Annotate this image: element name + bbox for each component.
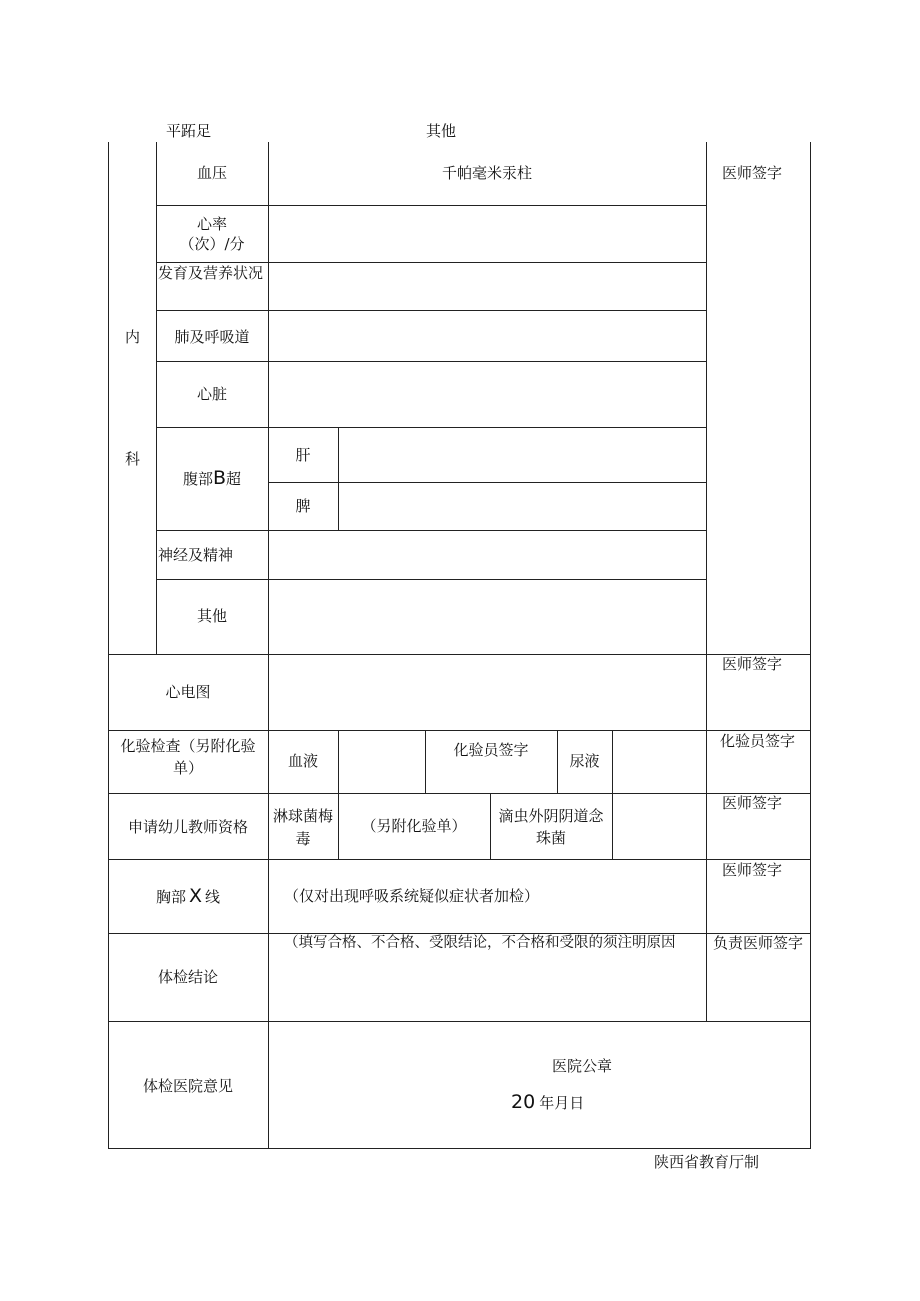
heart-label: 心脏 <box>196 385 227 403</box>
abdomen-label-b: B <box>212 467 227 489</box>
chest-xray-x: X <box>188 885 203 907</box>
blood-pressure-unit: 千帕毫米汞柱 <box>441 164 532 182</box>
doctor-signature-internal: 医师签字 <box>722 164 783 182</box>
internal-medicine-label-1: 内 <box>125 328 141 346</box>
date-suffix: 年月日 <box>539 1094 585 1112</box>
date-year-prefix: 20 <box>511 1091 536 1113</box>
top-other-label: 其他 <box>426 122 457 140</box>
blood-label: 血液 <box>287 752 318 770</box>
grid-line <box>338 730 339 859</box>
abdomen-label <box>156 468 268 489</box>
lab-test-label-1: 化验检查（另附化验 <box>120 737 256 755</box>
chest-xray-signature: 医师签字 <box>722 861 783 879</box>
trich-label-2: 珠菌 <box>535 829 566 847</box>
gonorrhea-label-2: 毒 <box>295 830 311 848</box>
grid-line <box>108 859 810 860</box>
chest-xray-label <box>108 886 268 907</box>
grid-line <box>612 730 613 859</box>
grid-line <box>706 142 707 1022</box>
chest-xray-note: （仅对出现呼吸系统疑似症状者加检） <box>284 887 540 905</box>
abdomen-label-prefix: 腹部 <box>182 470 213 488</box>
heart-rate-label: 心率 <box>196 215 227 233</box>
footer-issuer: 陕西省教育厅制 <box>654 1153 760 1171</box>
gonorrhea-label-1: 淋球菌梅 <box>272 807 333 825</box>
conclusion-note: （填写合格、不合格、受限结论，不合格和受限的须注明原因 <box>284 935 676 951</box>
grid-line <box>156 579 706 580</box>
grid-line <box>156 205 706 206</box>
conclusion-label: 体检结论 <box>157 968 218 986</box>
grid-line <box>156 310 706 311</box>
grid-line <box>108 142 109 1149</box>
kindergarten-signature: 医师签字 <box>722 794 783 812</box>
chest-xray-suffix: 线 <box>205 888 221 906</box>
grid-line <box>268 482 706 483</box>
ecg-label: 心电图 <box>165 683 211 701</box>
internal-other-label: 其他 <box>196 607 227 625</box>
kindergarten-label: 申请幼儿教师资格 <box>127 818 248 836</box>
flat-foot-label: 平跖足 <box>166 122 212 140</box>
hospital-opinion-label: 体检医院意见 <box>142 1077 233 1095</box>
lab-tech-signature-cell: 化验员签字 <box>453 741 529 759</box>
grid-line <box>810 142 811 1149</box>
grid-line <box>268 142 269 1149</box>
lab-test-signature: 化验员签字 <box>720 732 796 750</box>
conclusion-signature: 负责医师签字 <box>713 934 804 952</box>
heart-rate-unit: （次）/分 <box>179 235 245 253</box>
lab-test-label-2: 单） <box>172 759 203 777</box>
grid-line <box>108 1148 810 1149</box>
attach-lab-sheet: （另附化验单） <box>361 817 467 835</box>
grid-line <box>156 427 706 428</box>
grid-line <box>156 530 706 531</box>
ecg-signature: 医师签字 <box>722 655 783 673</box>
liver-label: 肝 <box>295 446 311 464</box>
chest-xray-prefix: 胸部 <box>155 888 186 906</box>
hospital-date <box>511 1092 584 1113</box>
abdomen-label-suffix: 超 <box>226 470 242 488</box>
grid-line <box>156 361 706 362</box>
trich-label-1: 滴虫外阴阴道念 <box>498 807 604 825</box>
urine-label: 尿液 <box>569 752 600 770</box>
grid-line <box>108 654 810 655</box>
spleen-label: 脾 <box>295 497 311 515</box>
grid-line <box>490 793 491 859</box>
grid-line <box>108 1021 810 1022</box>
development-label: 发育及营养状况 <box>158 264 264 282</box>
grid-line <box>108 793 810 794</box>
internal-medicine-label-2: 科 <box>125 450 141 468</box>
grid-line <box>108 730 810 731</box>
hospital-seal-label: 医院公章 <box>552 1057 613 1075</box>
nervous-label: 神经及精神 <box>158 546 234 564</box>
blood-pressure-label: 血压 <box>196 164 227 182</box>
lungs-label: 肺及呼吸道 <box>174 328 250 346</box>
grid-line <box>338 427 339 530</box>
